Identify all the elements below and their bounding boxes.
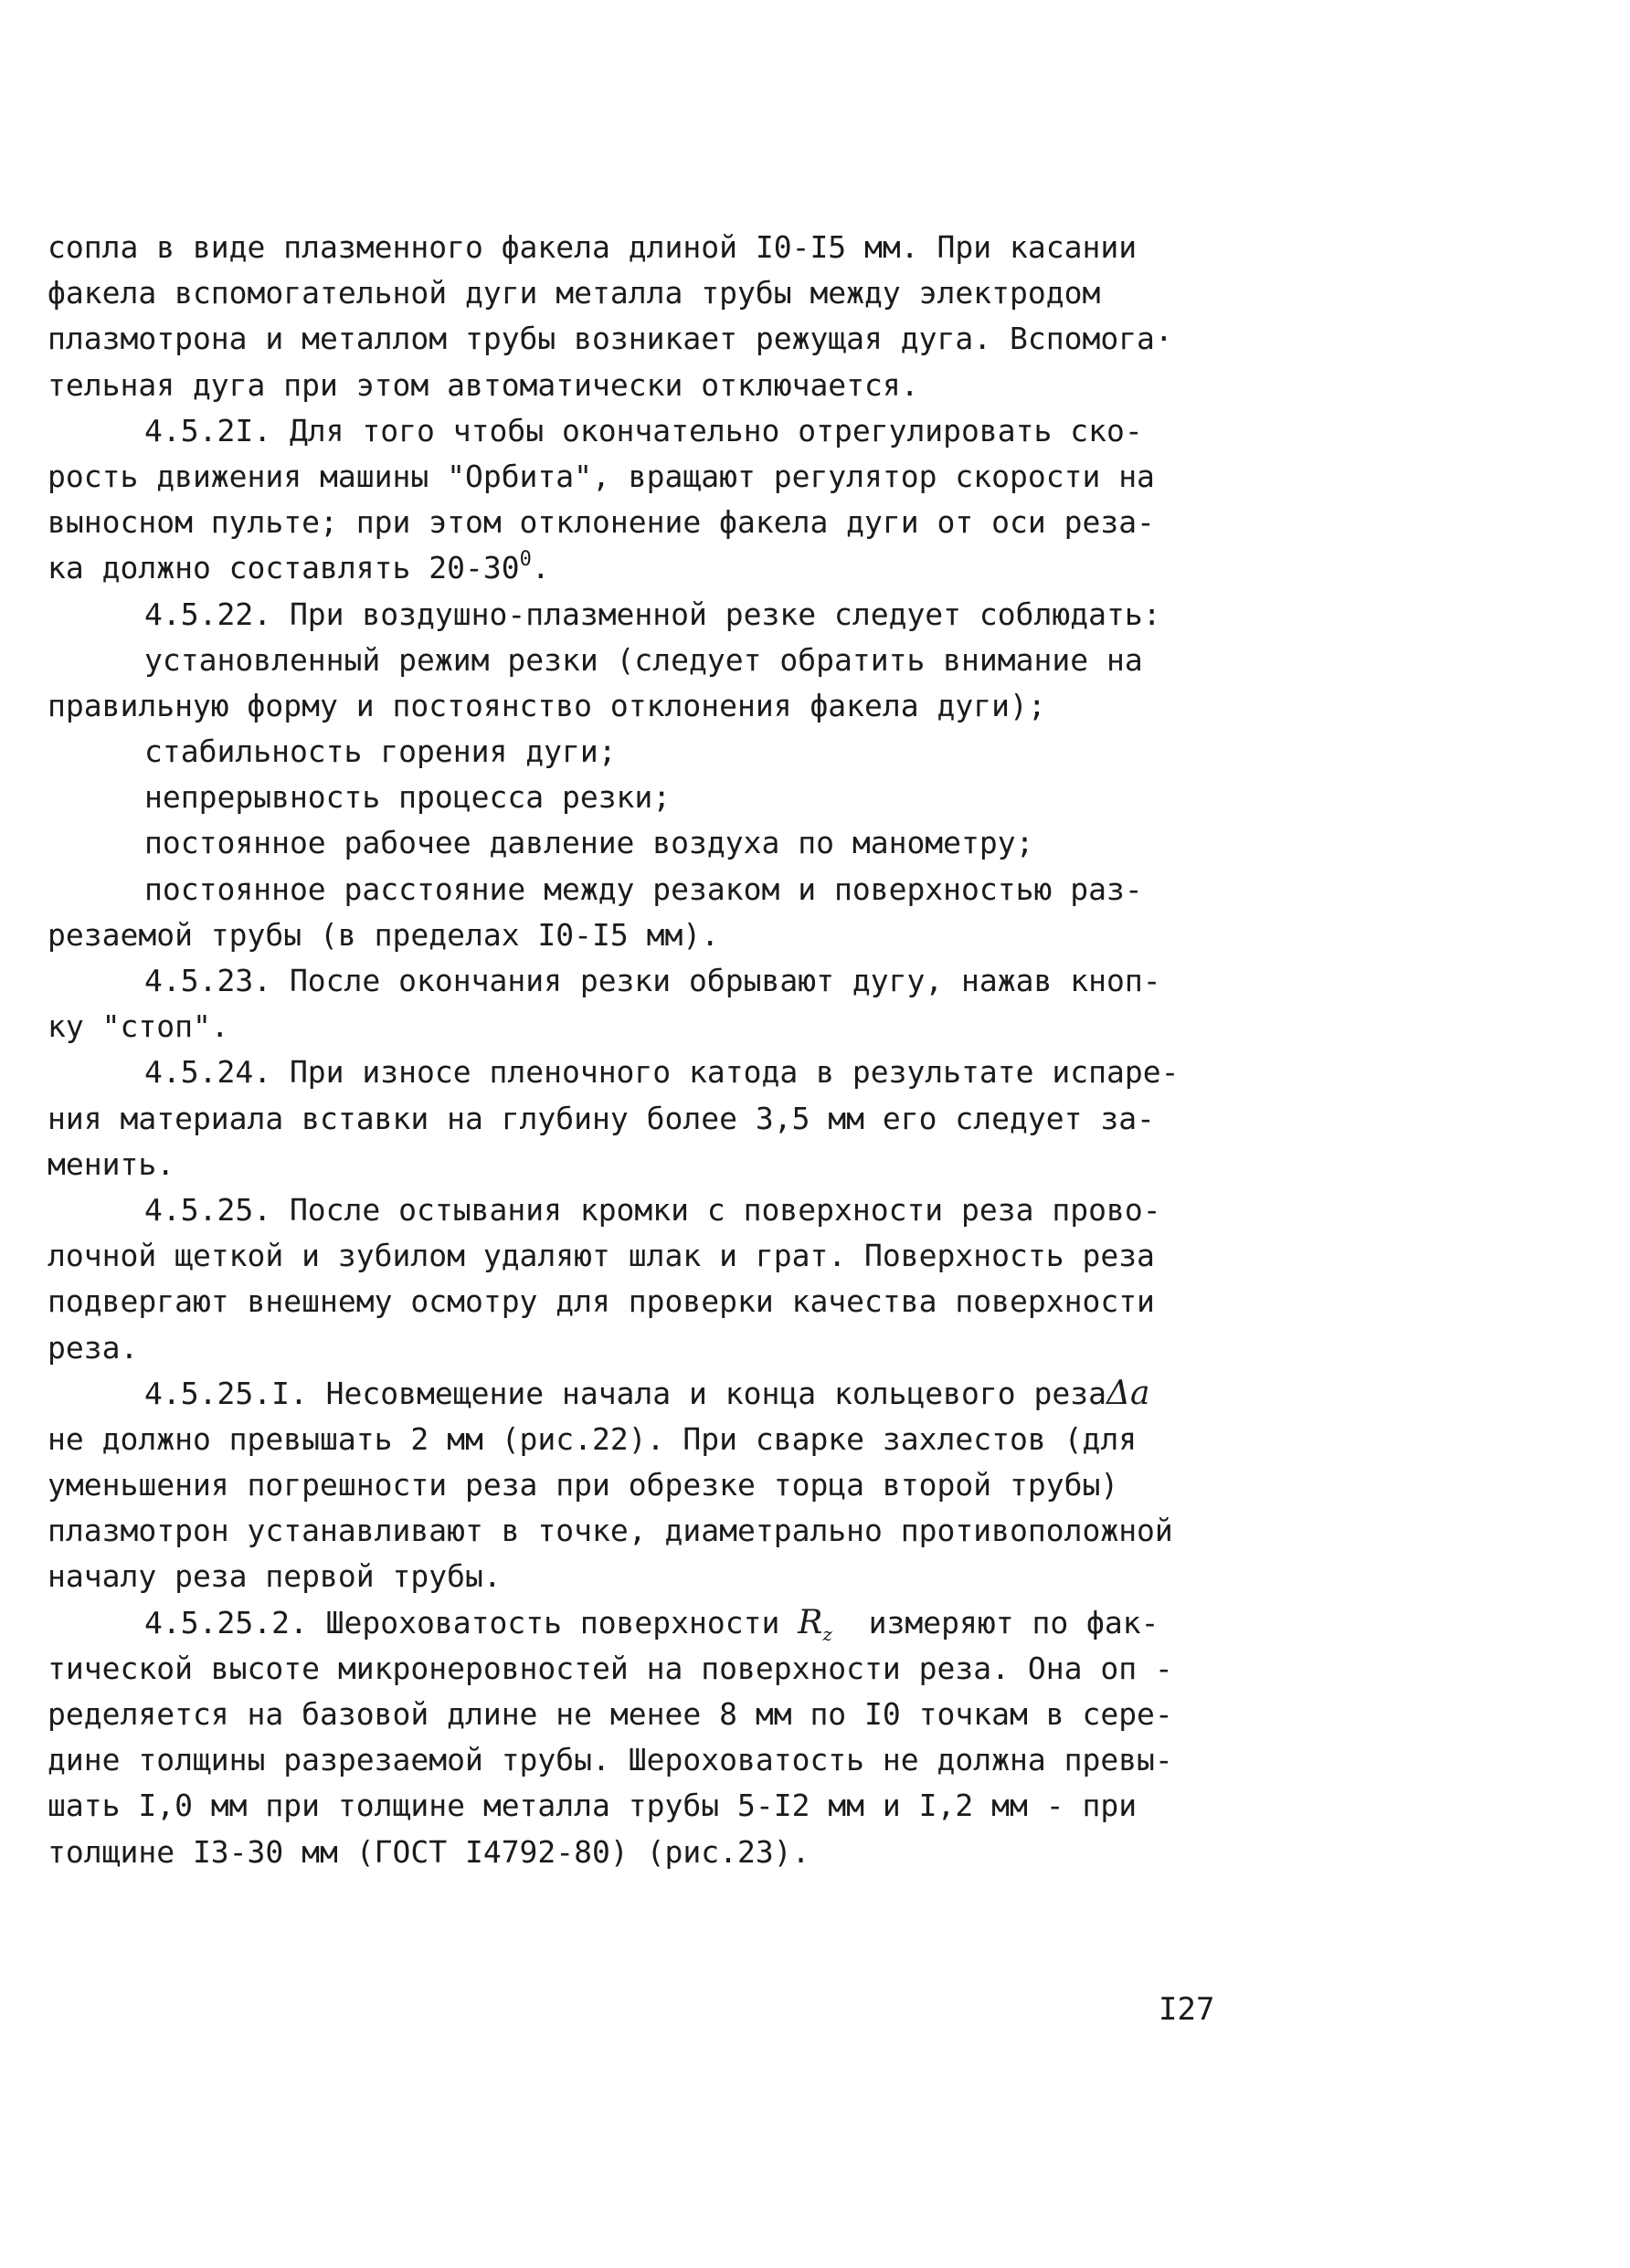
text-line: плазмотрона и металлом трубы возникает режущая дуга. Вспомога· [48,321,1173,357]
list-item: постоянное расстояние между резаком и поверхностью раз- [144,870,1143,907]
text-line: плазмотрон устанавливают в точке, диаметрально противоположной [48,1513,1173,1549]
text-fragment: 4.5.25.I. Несовмещение начала и конца кольцевого реза [144,1375,1106,1411]
delta-a-symbol: Δa [1106,1374,1150,1412]
body-text [48,225,1263,1875]
section-4-5-22: 4.5.22. При воздушно-плазменной резке следует соблюдать: [144,596,1161,632]
list-item: стабильность горения дуги; [144,733,617,770]
text-line: шать I,0 мм при толщине металла трубы 5-I2 мм и I,2 мм - при [48,1788,1138,1824]
text-line: толщине I3-30 мм (ГОСТ I4792-80) (рис.23). [48,1833,810,1870]
text-fragment: измеряют по фак- [831,1604,1159,1640]
text-line [48,545,1263,591]
text-line: факела вспомогательной дуги металла трубы между электродом [48,275,1101,311]
text-line: не должно превышать 2 мм (рис.22). При сварке захлестов (для [48,1420,1138,1457]
text-line: ния материала вставки на глубину более 3,5 мм его следует за- [48,1100,1155,1136]
section-4-5-25-1 [48,1371,1263,1417]
page-number: I27 [1159,1991,1215,2028]
list-item: постоянное рабочее давление воздуха по манометру; [144,825,1034,861]
text-fragment: ка должно составлять 20-30 [48,550,520,586]
section-4-5-23: 4.5.23. После окончания резки обрывают дугу, нажав кноп- [144,963,1161,998]
degree-superscript: 0 [519,548,532,572]
list-item: непрерывность процесса резки; [144,779,672,816]
text-line: уменьшения погрешности реза при обрезке торца второй трубы) [48,1467,1119,1503]
text-fragment: 4.5.25.2. Шероховатость поверхности [144,1604,799,1640]
roughness-subscript: z [822,1622,832,1645]
section-4-5-25-2 [48,1600,1263,1646]
text-line: рость движения машины "Орбита", вращают регулятор скорости на [48,458,1155,494]
roughness-symbol: R [798,1603,823,1641]
text-line: резаемой трубы (в пределах I0-I5 мм). [48,916,720,953]
text-line: началу реза первой трубы. [48,1558,502,1595]
list-item: установленный режим резки (следует обратить внимание на [144,641,1143,678]
text-line: менить. [48,1145,175,1182]
text-line: ределяется на базовой длине не менее 8 мм по I0 точкам в сере- [48,1696,1173,1732]
text-line: ку "стоп". [48,1008,229,1045]
text-line: дине толщины разрезаемой трубы. Шероховатость не должна превы- [48,1742,1173,1778]
text-line: тельная дуга при этом автоматически отключается. [48,366,919,403]
text-fragment: . [531,550,550,586]
text-line: выносном пульте; при этом отклонение факела дуги от оси реза- [48,504,1155,541]
text-line: подвергают внешнему осмотру для проверки качества поверхности [48,1283,1155,1320]
text-line: правильную форму и постоянство отклонения факела дуги); [48,687,1046,723]
text-line: сопла в виде плазменного факела длиной I0-I5 мм. При касании [48,229,1138,265]
section-4-5-24: 4.5.24. При износе пленочного катода в результате испаре- [144,1054,1180,1091]
text-line: реза. [48,1329,139,1366]
text-line: лочной щеткой и зубилом удаляют шлак и грат. Поверхность реза [48,1238,1155,1274]
section-4-5-25: 4.5.25. После остывания кромки с поверхности реза прово- [144,1191,1161,1228]
section-4-5-21: 4.5.2I. Для того чтобы окончательно отрегулировать ско- [144,412,1143,448]
text-line: тической высоте микронеровностей на поверхности реза. Она оп - [48,1650,1173,1686]
